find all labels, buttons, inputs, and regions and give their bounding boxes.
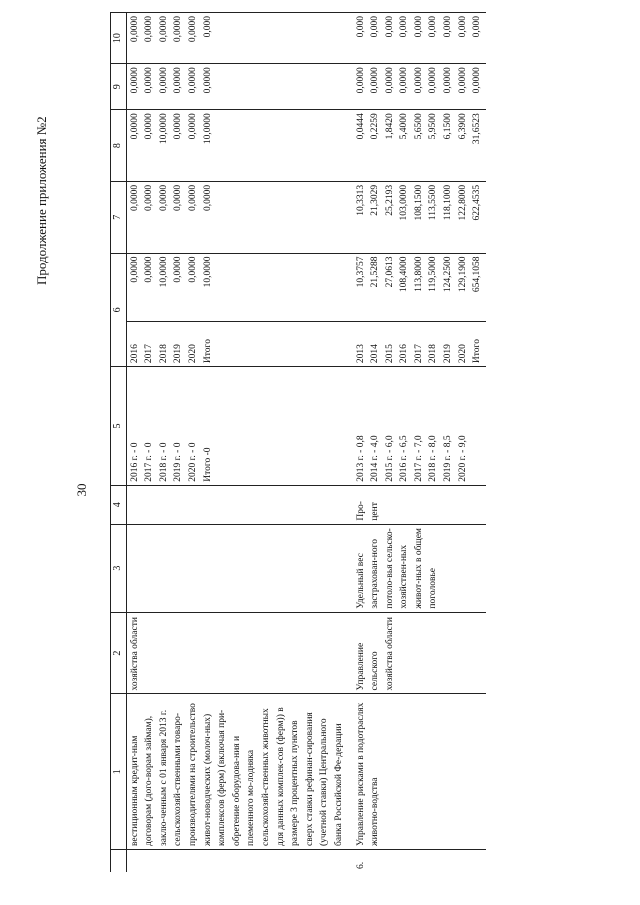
amount-value: 0,0000 [187,256,198,283]
amount-value: 0,0444 [355,113,366,140]
target-value: 2016 г. - 0 [129,442,140,482]
amount-value: 108,4000 [399,256,410,293]
target-value: 2013 г. - 0,8 [355,435,366,482]
year-value: Итого [202,339,213,364]
amount-value: 0,0000 [428,67,439,94]
amount-value: 108,1500 [413,184,424,221]
year-value: 2018 [428,344,439,364]
amount-value: 0,0000 [144,67,155,94]
amount-value: 0,0000 [399,67,410,94]
amount-value: 0,0000 [144,113,155,140]
unit [348,485,486,524]
amount-value: 0,0000 [173,184,184,212]
amount-value: 654,1058 [472,256,483,293]
row-number: 6. [348,850,486,873]
target-value: 2019 г. - 0 [173,442,184,482]
amount-value: 5,4000 [399,113,410,140]
program-table [110,12,486,872]
amount-value: 1,8420 [384,113,395,140]
year-value: 2017 [144,344,155,364]
column-number: 5 [111,367,127,486]
amount-value: 0,0000 [187,16,198,43]
target-value: 2017 г. - 7,0 [413,435,424,482]
amount-value: 0,0000 [187,67,198,94]
amount-cell [126,13,347,64]
indicator [348,524,486,612]
target-value: 2018 г. - 8,0 [428,435,439,482]
year-value: 2020 [187,344,198,364]
amount-value: 0,0000 [158,16,169,43]
target-value: 2019 г. - 8,5 [443,435,454,482]
measure-name [126,694,347,850]
amount-cell [126,64,347,110]
amount-value: 0,0000 [129,16,140,43]
amount-value: 0,0000 [413,67,424,94]
amount-value: 6,3900 [457,113,468,140]
target-value: 2020 г. - 0 [187,442,198,482]
year-value: Итого [472,339,483,364]
table-row [348,13,486,873]
target-value: Итого -0 [202,447,213,482]
year-value: 2016 [399,344,410,364]
executor [126,612,347,694]
amount-value: 0,000 [202,16,213,38]
amount-cell [348,64,486,110]
amount-value: 129,1900 [457,256,468,293]
indicator-text: Удельный вес застрахован-ного потоло-вья сельско-хозяйствен-ных живот-ных в общем поголовье [355,528,439,609]
amount-cell [348,13,486,64]
amount-value: 113,8000 [413,256,424,292]
amount-value: 21,5288 [370,256,381,288]
amount-value: 0,0000 [187,184,198,212]
amount-value: 0,0000 [158,184,169,212]
target-value: 2018 г. - 0 [158,442,169,482]
amount-cell [348,253,486,322]
amount-value: 118,1000 [443,184,454,221]
year-value: 2019 [173,344,184,364]
amount-value: 21,3029 [370,184,381,216]
target-value: 2020 г. - 9,0 [457,435,468,482]
amount-value: 0,0000 [144,256,155,283]
targets-cell [126,367,347,486]
amount-value: 31,6523 [472,113,483,145]
column-number: 10 [111,13,127,64]
amount-value: 0,0000 [202,67,213,94]
year-value: 2013 [355,344,366,364]
amount-cell [126,253,347,322]
column-number: 8 [111,110,127,182]
column-number: 7 [111,181,127,253]
amount-value: 0,000 [370,16,381,38]
amount-value: 0,000 [384,16,395,38]
year-value: 2015 [384,344,395,364]
measure-name [348,694,486,850]
amount-value: 0,0000 [187,113,198,140]
amount-cell [126,110,347,182]
amount-value: 0,0000 [173,16,184,43]
amount-value: 0,0000 [144,16,155,43]
target-value: 2016 г. - 6,5 [399,435,410,482]
executor-text: хозяйства области [129,617,140,691]
targets-cell [348,367,486,486]
unit [126,485,347,524]
year-value: 2016 [129,344,140,364]
amount-value: 5,9500 [428,113,439,140]
amount-value: 0,0000 [443,67,454,94]
amount-value: 0,0000 [129,256,140,283]
amount-value: 0,0000 [144,184,155,212]
amount-value: 0,0000 [173,256,184,283]
row-number [126,850,347,873]
year-value: 2019 [443,344,454,364]
amount-value: 0,000 [413,16,424,38]
amount-value: 113,5500 [428,184,439,221]
amount-value: 0,0000 [384,67,395,94]
amount-value: 0,0000 [472,67,483,94]
amount-value: 6,1500 [443,113,454,140]
amount-value: 10,3313 [355,184,366,216]
amount-value: 0,000 [355,16,366,38]
column-number: 2 [111,612,127,694]
column-number: 9 [111,64,127,110]
indicator [126,524,347,612]
amount-value: 25,2193 [384,184,395,216]
amount-value: 27,0613 [384,256,395,288]
amount-value: 119,5000 [428,256,439,292]
amount-value: 0,0000 [202,184,213,212]
year-value: 2017 [413,344,424,364]
executor [348,612,486,694]
year-value: 2020 [457,344,468,364]
amount-value: 0,0000 [129,113,140,140]
amount-value: 0,000 [457,16,468,38]
page-header-title: Продолжение приложения №2 [34,116,49,285]
amount-value: 5,6500 [413,113,424,140]
amount-value: 0,0000 [158,67,169,94]
amount-cell [348,110,486,182]
amount-cell [126,181,347,253]
column-number: 3 [111,524,127,612]
amount-value: 0,000 [428,16,439,38]
amount-value: 0,000 [472,16,483,38]
year-value: 2018 [158,344,169,364]
column-number: 4 [111,485,127,524]
page-number: 30 [74,483,89,497]
table-row-continued [126,13,347,873]
column-number: 6 [111,253,127,367]
amount-value: 122,8000 [457,184,468,221]
amount-cell [348,181,486,253]
amount-value: 124,2500 [443,256,454,293]
amount-value: 10,3757 [355,256,366,288]
target-value: 2015 г. - 6,0 [384,435,395,482]
amount-value: 10,0000 [158,256,169,288]
years-cell [348,322,486,367]
measure-text: Управление рисками в подотраслях животно-водства [355,702,381,846]
amount-value: 10,0000 [158,113,169,145]
amount-value: 0,000 [443,16,454,38]
column-number: 1 [111,694,127,850]
column-number-row [111,13,127,873]
amount-value: 0,0000 [370,67,381,94]
amount-value: 0,000 [399,16,410,38]
amount-value: 0,0000 [355,67,366,94]
amount-value: 10,0000 [202,256,213,288]
target-value: 2017 г. - 0 [144,442,155,482]
target-value: 2014 г. - 4,0 [370,435,381,482]
amount-value: 622,4535 [472,184,483,221]
executor-text: Управление сельского хозяйства области [355,617,395,691]
year-value: 2014 [370,344,381,364]
unit-text: Про-цент [355,501,381,521]
amount-value: 10,0000 [202,113,213,145]
amount-value: 0,0000 [173,67,184,94]
column-number-blank [111,850,127,873]
years-cell [126,322,347,367]
amount-value: 0,2259 [370,113,381,140]
amount-value: 103,0000 [399,184,410,221]
amount-value: 0,0000 [457,67,468,94]
amount-value: 0,0000 [129,67,140,94]
amount-value: 0,0000 [173,113,184,140]
amount-value: 0,0000 [129,184,140,212]
measure-text: вестиционным кредит-ным договорам (дого-ворам займам), заклю-ченным с 01 января 2013 г. сельскохозяй-ственными товаро-производителями на строительство живот-новодческих (молоч-ных) комплексов (ферм) (включая при-обретение оборудова-ния и племенного мо-лодняка сельскохозяй-ственных животных для данных комплек-сов (ферм)) в размере 3 процентных пунктов сверх ставки рефинан-сирования (учетной ставки) Центрального банка Российской Фе-дерации [129,703,344,846]
